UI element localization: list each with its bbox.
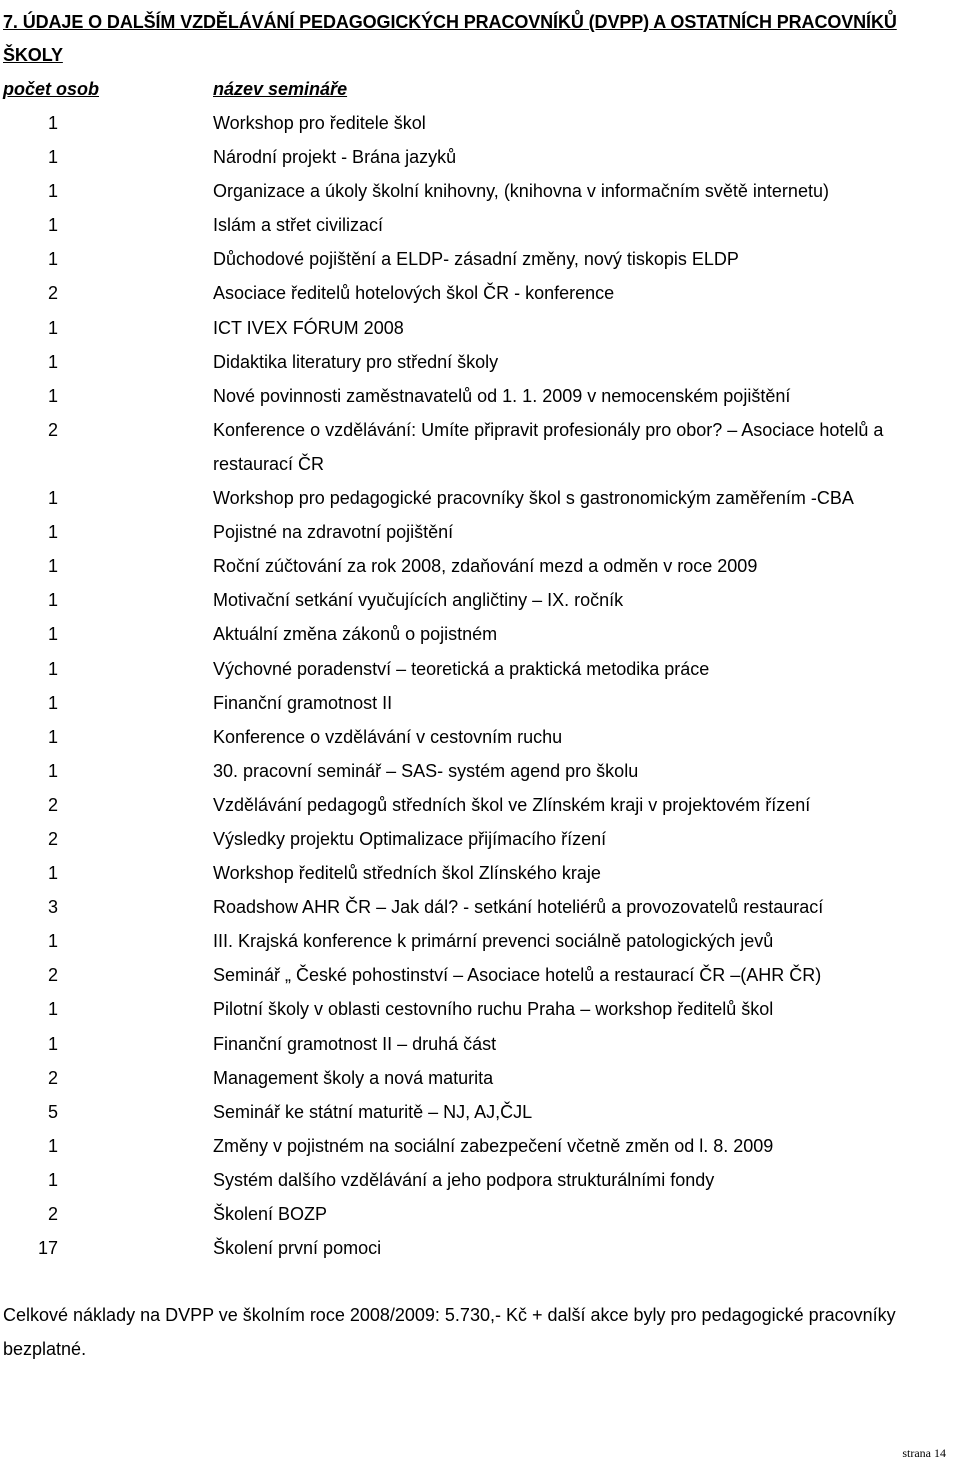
attendee-count: 1 [47,1169,58,1190]
attendee-count: 1 [47,726,58,747]
table-row [3,1231,958,1265]
column-spacer [58,1231,213,1265]
column-spacer [58,720,213,754]
table-row [3,549,958,583]
table-row [3,686,958,720]
table-row [3,788,958,822]
column-spacer [58,1163,213,1197]
table-row [3,1163,958,1197]
attendee-count: 1 [47,215,58,236]
attendee-count: 2 [47,1204,58,1224]
table-row [3,1129,958,1163]
attendee-count: 17 [37,1238,58,1259]
table-row [3,174,958,208]
total-costs-paragraph: Celkové náklady na DVPP ve školním roce 2008/2009: 5.730,- Kč + další akce byly pro pedagogické pracovníky bezplatné. [3,1305,896,1360]
seminar-name: Národní projekt - Brána jazyků [213,147,457,168]
column-spacer [58,890,213,924]
attendee-count: 1 [47,1135,58,1156]
seminar-name: Vzdělávání pedagogů středních škol ve Zlínském kraji v projektovém řízení [213,794,811,815]
attendee-count: 1 [47,488,58,509]
attendee-count: 5 [47,1101,58,1122]
table-row [3,311,958,345]
attendee-count: 1 [47,351,58,372]
table-row [3,106,958,140]
seminar-name: Školení BOZP [213,1204,328,1224]
attendee-count: 1 [47,556,58,577]
table-row [3,242,958,276]
attendee-count: 1 [47,181,58,202]
seminar-name: Islám a střet civilizací [213,215,384,236]
attendee-count: 1 [47,522,58,543]
table-row [3,958,958,992]
column-spacer [58,583,213,617]
attendee-count: 1 [47,692,58,713]
seminar-name: Školení první pomoci [213,1238,382,1259]
attendee-count: 1 [47,658,58,679]
column-spacer [58,1027,213,1061]
seminar-name: Management školy a nová maturita [213,1067,494,1088]
table-row [3,924,958,958]
seminar-name: III. Krajská konference k primární prevenci sociálně patologických jevů [213,931,774,952]
column-spacer [58,481,213,515]
attendee-count: 2 [47,828,58,849]
table-row [3,1027,958,1061]
attendee-count: 1 [47,317,58,338]
column-spacer [58,822,213,856]
seminar-name: Konference o vzdělávání: Umíte připravit profesionály pro obor? – Asociace hotelů a restaurací ČR [213,419,884,474]
seminar-name: Důchodové pojištění a ELDP- zásadní změny, nový tiskopis ELDP [213,249,739,270]
table-row [3,754,958,788]
column-spacer [58,1061,213,1095]
table-row [3,345,958,379]
table-row [3,856,958,890]
seminar-name: Konference o vzdělávání v cestovním ruchu [213,726,563,747]
table-row [3,1095,958,1129]
column-spacer [58,924,213,958]
attendee-count: 3 [47,897,58,918]
seminar-name: Finanční gramotnost II – druhá část [213,1033,497,1054]
table-row [3,652,958,686]
table-row [3,822,958,856]
table-row [3,379,958,413]
table-row [3,481,958,515]
seminar-name: Organizace a úkoly školní knihovny, (knihovna v informačním světě internetu) [213,181,829,202]
attendee-count: 2 [47,794,58,815]
seminar-name: Výsledky projektu Optimalizace přijímacího řízení [213,828,607,849]
column-spacer [58,242,213,276]
attendee-count: 2 [47,419,58,440]
column-spacer [58,174,213,208]
column-spacer [58,992,213,1026]
column-spacer [58,208,213,242]
seminar-name: Roadshow AHR ČR – Jak dál? - setkání hoteliérů a provozovatelů restaurací [213,897,824,918]
column-spacer [58,413,213,481]
attendee-count: 1 [47,931,58,952]
seminar-name: Motivační setkání vyučujících angličtiny – IX. ročník [213,590,624,611]
attendee-count: 1 [47,113,58,133]
table-row [3,890,958,924]
seminar-name: Finanční gramotnost II [213,692,393,713]
seminar-name: Roční zúčtování za rok 2008, zdaňování mezd a odměn v roce 2009 [213,556,758,577]
attendee-count: 2 [47,1067,58,1088]
seminar-name: Workshop pro pedagogické pracovníky škol s gastronomickým zaměřením -CBA [213,488,854,509]
seminar-name: Seminář „ České pohostinství – Asociace hotelů a restaurací ČR –(AHR ČR) [213,965,822,986]
table-row [3,1061,958,1095]
attendee-count: 1 [47,999,58,1020]
column-spacer [58,379,213,413]
column-spacer [58,140,213,174]
table-row [3,413,958,481]
attendee-count: 1 [47,1033,58,1054]
table-row [3,140,958,174]
column-header-count: počet osob [3,79,100,99]
table-row [3,1197,958,1231]
column-spacer [58,686,213,720]
seminar-list [3,106,958,1265]
attendee-count: 1 [47,863,58,884]
column-spacer [58,788,213,822]
attendee-count: 1 [47,147,58,168]
section-heading: 7. ÚDAJE O DALŠÍM VZDĚLÁVÁNÍ PEDAGOGICKÝCH PRACOVNÍKŮ (DVPP) A OSTATNÍCH PRACOVNÍKŮ ŠKOLY [3,12,897,65]
seminar-name: Nové povinnosti zaměstnavatelů od 1. 1. 2009 v nemocenském pojištění [213,385,791,406]
attendee-count: 1 [47,624,58,645]
table-header [3,72,958,106]
seminar-name: Systém dalšího vzdělávání a jeho podpora strukturálními fondy [213,1169,715,1190]
table-row [3,720,958,754]
seminar-name: Výchovné poradenství – teoretická a praktická metodika práce [213,658,710,679]
column-spacer [58,652,213,686]
seminar-name: Změny v pojistném na sociální zabezpečení včetně změn od l. 8. 2009 [213,1135,774,1156]
seminar-name: Aktuální změna zákonů o pojistném [213,624,498,645]
seminar-name: Pojistné na zdravotní pojištění [213,522,454,543]
document-page [3,0,958,1366]
table-row [3,208,958,242]
table-row [3,276,958,310]
column-spacer [58,106,213,140]
seminar-name: ICT IVEX FÓRUM 2008 [213,317,404,338]
attendee-count: 2 [47,283,58,304]
table-row [3,583,958,617]
column-spacer [58,549,213,583]
column-spacer [58,754,213,788]
attendee-count: 1 [47,249,58,270]
seminar-name: Workshop pro ředitele škol [213,113,426,133]
seminar-name: 30. pracovní seminář – SAS- systém agend pro školu [213,760,639,781]
table-row [3,992,958,1026]
seminar-name: Seminář ke státní maturitě – NJ, AJ,ČJL [213,1101,533,1122]
seminar-name: Didaktika literatury pro střední školy [213,351,499,372]
attendee-count: 1 [47,590,58,611]
column-spacer [58,617,213,651]
column-spacer [58,515,213,549]
attendee-count: 1 [47,760,58,781]
column-spacer [58,856,213,890]
table-row [3,617,958,651]
attendee-count: 2 [47,965,58,986]
seminar-name: Pilotní školy v oblasti cestovního ruchu Praha – workshop ředitelů škol [213,999,774,1020]
column-header-name: název semináře [213,79,348,99]
column-spacer [58,276,213,310]
column-spacer [58,1095,213,1129]
column-spacer [58,345,213,379]
attendee-count: 1 [47,385,58,406]
column-spacer [58,958,213,992]
seminar-name: Workshop ředitelů středních škol Zlínského kraje [213,863,601,884]
column-spacer [58,311,213,345]
seminar-name: Asociace ředitelů hotelových škol ČR - konference [213,283,615,304]
column-spacer [58,1197,213,1231]
page-number: strana 14 [902,1446,946,1460]
column-spacer [58,1129,213,1163]
table-row [3,515,958,549]
